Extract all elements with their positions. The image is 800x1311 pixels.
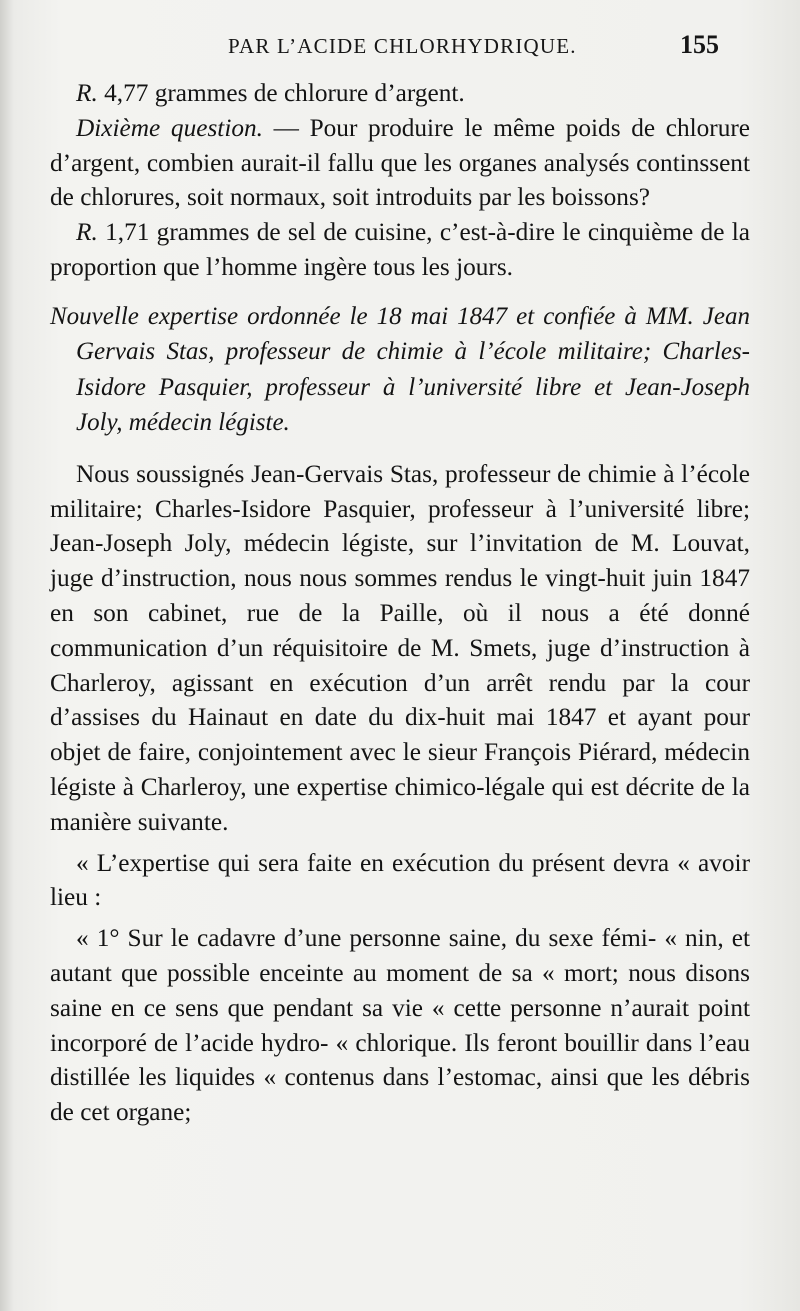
page-number: 155 — [680, 30, 719, 59]
question-label: Dixième question. — [76, 113, 263, 142]
body-paragraph: Nous soussignés Jean-Gervais Stas, professeur de chimie à l’école militaire; Charles-Isidore Pasquier, professeur à l’université libre; Jean-Joseph Joly, médecin légiste, sur l’invitation de M. Louvat, juge d’instruction, nous nous sommes rendus le vingt-huit juin 1847 en son cabinet, rue de la Paille, où il nous a été donné communication d’un réquisitoire de M. Smets, juge d’instruction à Charleroy, agissant en exécution d’un arrêt rendu par la cour d’assises du Hainaut en date du dix-huit mai 1847 et ayant pour objet de faire, conjointement avec le sieur François Piérard, médecin légiste à Charleroy, une expertise chimico-légale qui est décrite de la manière suivante. — [50, 459, 750, 836]
answer-paragraph — [50, 215, 750, 285]
body-text — [50, 76, 750, 1130]
quote-paragraph: « 1° Sur le cadavre d’une personne saine, du sexe fémi- « nin, et autant que possible enceinte au moment de sa « mort; nous disons saine en ce sens que pendant sa vie « cette personne n’aurait point incorporé de l’acide hydro- « chlorique. Ils feront bouillir dans l’eau distillée les liquides « contenus dans l’estomac, ainsi que les débris de cet organe; — [50, 924, 750, 1127]
running-title: PAR L’ACIDE CHLORHYDRIQUE. — [228, 34, 577, 58]
answer-text: 1,71 grammes de sel de cuisine, c’est-à-dire le cinquième de la proportion que l’homme ingère tous les jours. — [50, 218, 750, 281]
answer-text: 4,77 grammes de chlorure d’argent. — [97, 79, 465, 107]
answer-label: R. — [76, 79, 98, 107]
question-text: — Pour produire le même poids de chlorure d’argent, combien aurait-il fallu que les organes analysés continssent de chlorures, soit normaux, soit introduits par les boissons? — [50, 113, 750, 212]
page-header — [0, 30, 800, 74]
section-heading: Nouvelle expertise ordonnée le 18 mai 1847 et confiée à MM. Jean Gervais Stas, professeur de chimie à l’école militaire; Charles-Isidore Pasquier, professeur à l’université libre et Jean-Joseph Joly, médecin légiste. — [50, 302, 750, 437]
quote-paragraph: « L’expertise qui sera faite en exécution du présent devra « avoir lieu : — [50, 848, 750, 912]
answer-paragraph — [50, 76, 750, 111]
answer-label: R. — [76, 218, 98, 247]
question-paragraph — [50, 111, 750, 215]
